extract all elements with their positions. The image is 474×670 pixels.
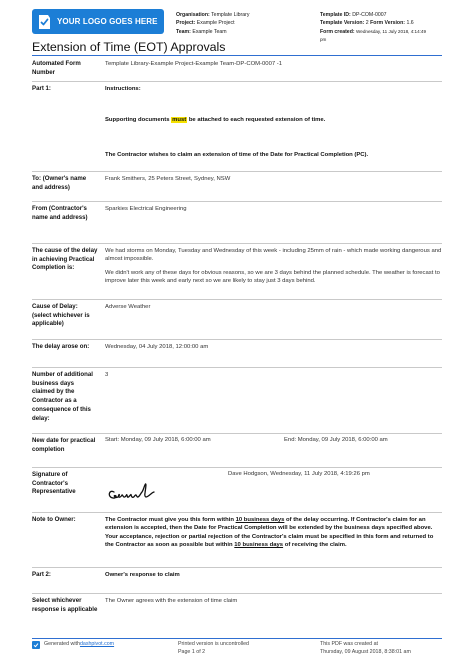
new-date-label: New date for practical completion xyxy=(32,437,96,453)
form-number-row xyxy=(32,57,442,80)
note-row xyxy=(32,512,442,567)
footer-page-info xyxy=(178,641,249,656)
title-divider xyxy=(32,55,442,56)
part1-label: Part 1: xyxy=(32,85,51,92)
form-created-value-2: pm xyxy=(320,36,327,42)
page-title: Extension of Time (EOT) Approvals xyxy=(32,40,226,54)
note-text: The Contractor must give you this form within 10 business days of the delay occurring. If Contractor's claim for an extension is accepted, then the Date for Practical Completion will be extended by the business days specified above. Your acceptance, rejection or partial rejection of the Contractor's claim must be specified in this form and returned to the Contractor as soon as possible but within 10 business days of receiving the claim. xyxy=(105,517,434,549)
signature-image xyxy=(105,480,163,502)
signature-row xyxy=(32,467,442,512)
new-date-start: Start: Monday, 09 July 2018, 6:00:00 am xyxy=(105,437,211,443)
pdf-created-label: This PDF was created at xyxy=(320,641,378,647)
part2-label: Part 2: xyxy=(32,571,51,578)
business-days-underline-1: 10 business days xyxy=(235,517,285,523)
form-version-label: Form Version: xyxy=(370,20,405,27)
select-response-row xyxy=(32,593,442,638)
business-days-value: 3 xyxy=(105,372,109,378)
organisation-meta xyxy=(176,11,249,36)
from-value: Sparkies Electrical Engineering xyxy=(105,206,187,212)
dashpivot-icon xyxy=(32,641,40,649)
select-response-label: Select whichever response is applicable xyxy=(32,597,98,613)
signature-label: Signature of Contractor's Representative xyxy=(32,471,76,496)
footer-pdf-info xyxy=(320,641,411,656)
must-highlight: must xyxy=(172,117,187,123)
owner-row xyxy=(32,171,442,201)
new-date-row xyxy=(32,433,442,467)
company-logo xyxy=(32,9,164,34)
team-label: Team: xyxy=(176,28,191,35)
form-version-value: 1.6 xyxy=(406,20,414,27)
project-label: Project: xyxy=(176,20,196,27)
business-days-underline-2: 10 business days xyxy=(234,542,284,549)
owner-response-select[interactable]: The Owner agrees with the extension of time claim xyxy=(105,598,238,604)
supporting-documents-note: Supporting documents must be attached to each requested extension of time. xyxy=(105,117,326,123)
new-date-end: End: Monday, 09 July 2018, 6:00:00 am xyxy=(284,437,388,443)
printed-notice: Printed version is uncontrolled xyxy=(178,641,249,647)
page-number: Page 1 of 2 xyxy=(178,648,206,655)
claim-row xyxy=(32,148,442,171)
from-label: From (Contractor's name and address) xyxy=(32,205,88,221)
part1-row xyxy=(32,81,442,113)
delay-arose-label: The delay arose on: xyxy=(32,343,90,350)
owner-response-heading: Owner's response to claim xyxy=(105,572,180,578)
template-version-label: Template Version: xyxy=(320,20,365,27)
contractor-claim-statement: The Contractor wishes to claim an extension of time of the Date for Practical Completion (PC). xyxy=(105,152,369,158)
pdf-created-date: Thursday, 09 August 2018, 8:38:01 am xyxy=(320,648,411,655)
footer-generated xyxy=(32,641,114,649)
form-number-value: Template Library-Example Project-Example Team-DP-COM-0007 -1 xyxy=(105,61,282,67)
form-created-value: Wednesday, 11 July 2018, 4:14:49 xyxy=(356,28,427,34)
owner-label: To: (Owner's name and address) xyxy=(32,175,87,191)
template-version-value: 2 xyxy=(365,20,369,27)
logo-check-icon xyxy=(37,14,51,30)
generated-prefix: Generated with xyxy=(44,641,80,648)
part2-row xyxy=(32,567,442,593)
organisation-value: Template Library xyxy=(211,12,250,18)
cause-row xyxy=(32,243,442,299)
template-id-label: Template ID: xyxy=(320,12,351,18)
delay-arose-value: Wednesday, 04 July 2018, 12:00:00 am xyxy=(105,344,209,350)
template-id-value: DP-COM-0007 xyxy=(352,12,387,18)
business-days-label: Number of additional business days claimed by the Contractor as a consequence of this delay: xyxy=(32,371,93,422)
logo-text: YOUR LOGO GOES HERE xyxy=(57,17,158,26)
business-days-row xyxy=(32,367,442,433)
cause-of-delay-row xyxy=(32,299,442,339)
organisation-label: Organisation: xyxy=(176,12,210,18)
instructions-heading: Instructions: xyxy=(105,86,141,92)
cause-paragraph-2: We didn't work any of these days for obvious reasons, so we are 3 days behind the planned schedule. The weather is forecast to improve later this week and early next so we are likely to stay just 3 days behind. xyxy=(105,269,440,285)
template-meta xyxy=(320,11,426,44)
owner-value: Frank Smithers, 25 Peters Street, Sydney, NSW xyxy=(105,176,231,182)
footer-divider xyxy=(32,638,442,639)
from-row xyxy=(32,201,442,243)
cause-of-delay-select[interactable]: Adverse Weather xyxy=(105,304,151,310)
form-number-label: Automated Form Number xyxy=(32,60,81,76)
note-label: Note to Owner: xyxy=(32,516,76,523)
cause-label: The cause of the delay in achieving Practical Completion is: xyxy=(32,247,98,272)
cause-paragraph-1: We had storms on Monday, Tuesday and Wednesday of this week - including 25mm of rain - which made working dangerous and almost impossible. xyxy=(105,248,442,263)
dashpivot-link[interactable]: dashpivot.com xyxy=(79,641,115,648)
supporting-row xyxy=(32,114,442,147)
cause-description xyxy=(105,247,442,286)
form-created-label: Form created: xyxy=(320,28,355,35)
project-value: Example Project xyxy=(196,20,235,27)
team-value: Example Team xyxy=(192,28,227,35)
signature-details: Dave Hodgson, Wednesday, 11 July 2018, 4:19:26 pm xyxy=(228,471,370,477)
cause-of-delay-label: Cause of Delay: (select whichever is applicable) xyxy=(32,303,90,328)
delay-arose-row xyxy=(32,339,442,367)
